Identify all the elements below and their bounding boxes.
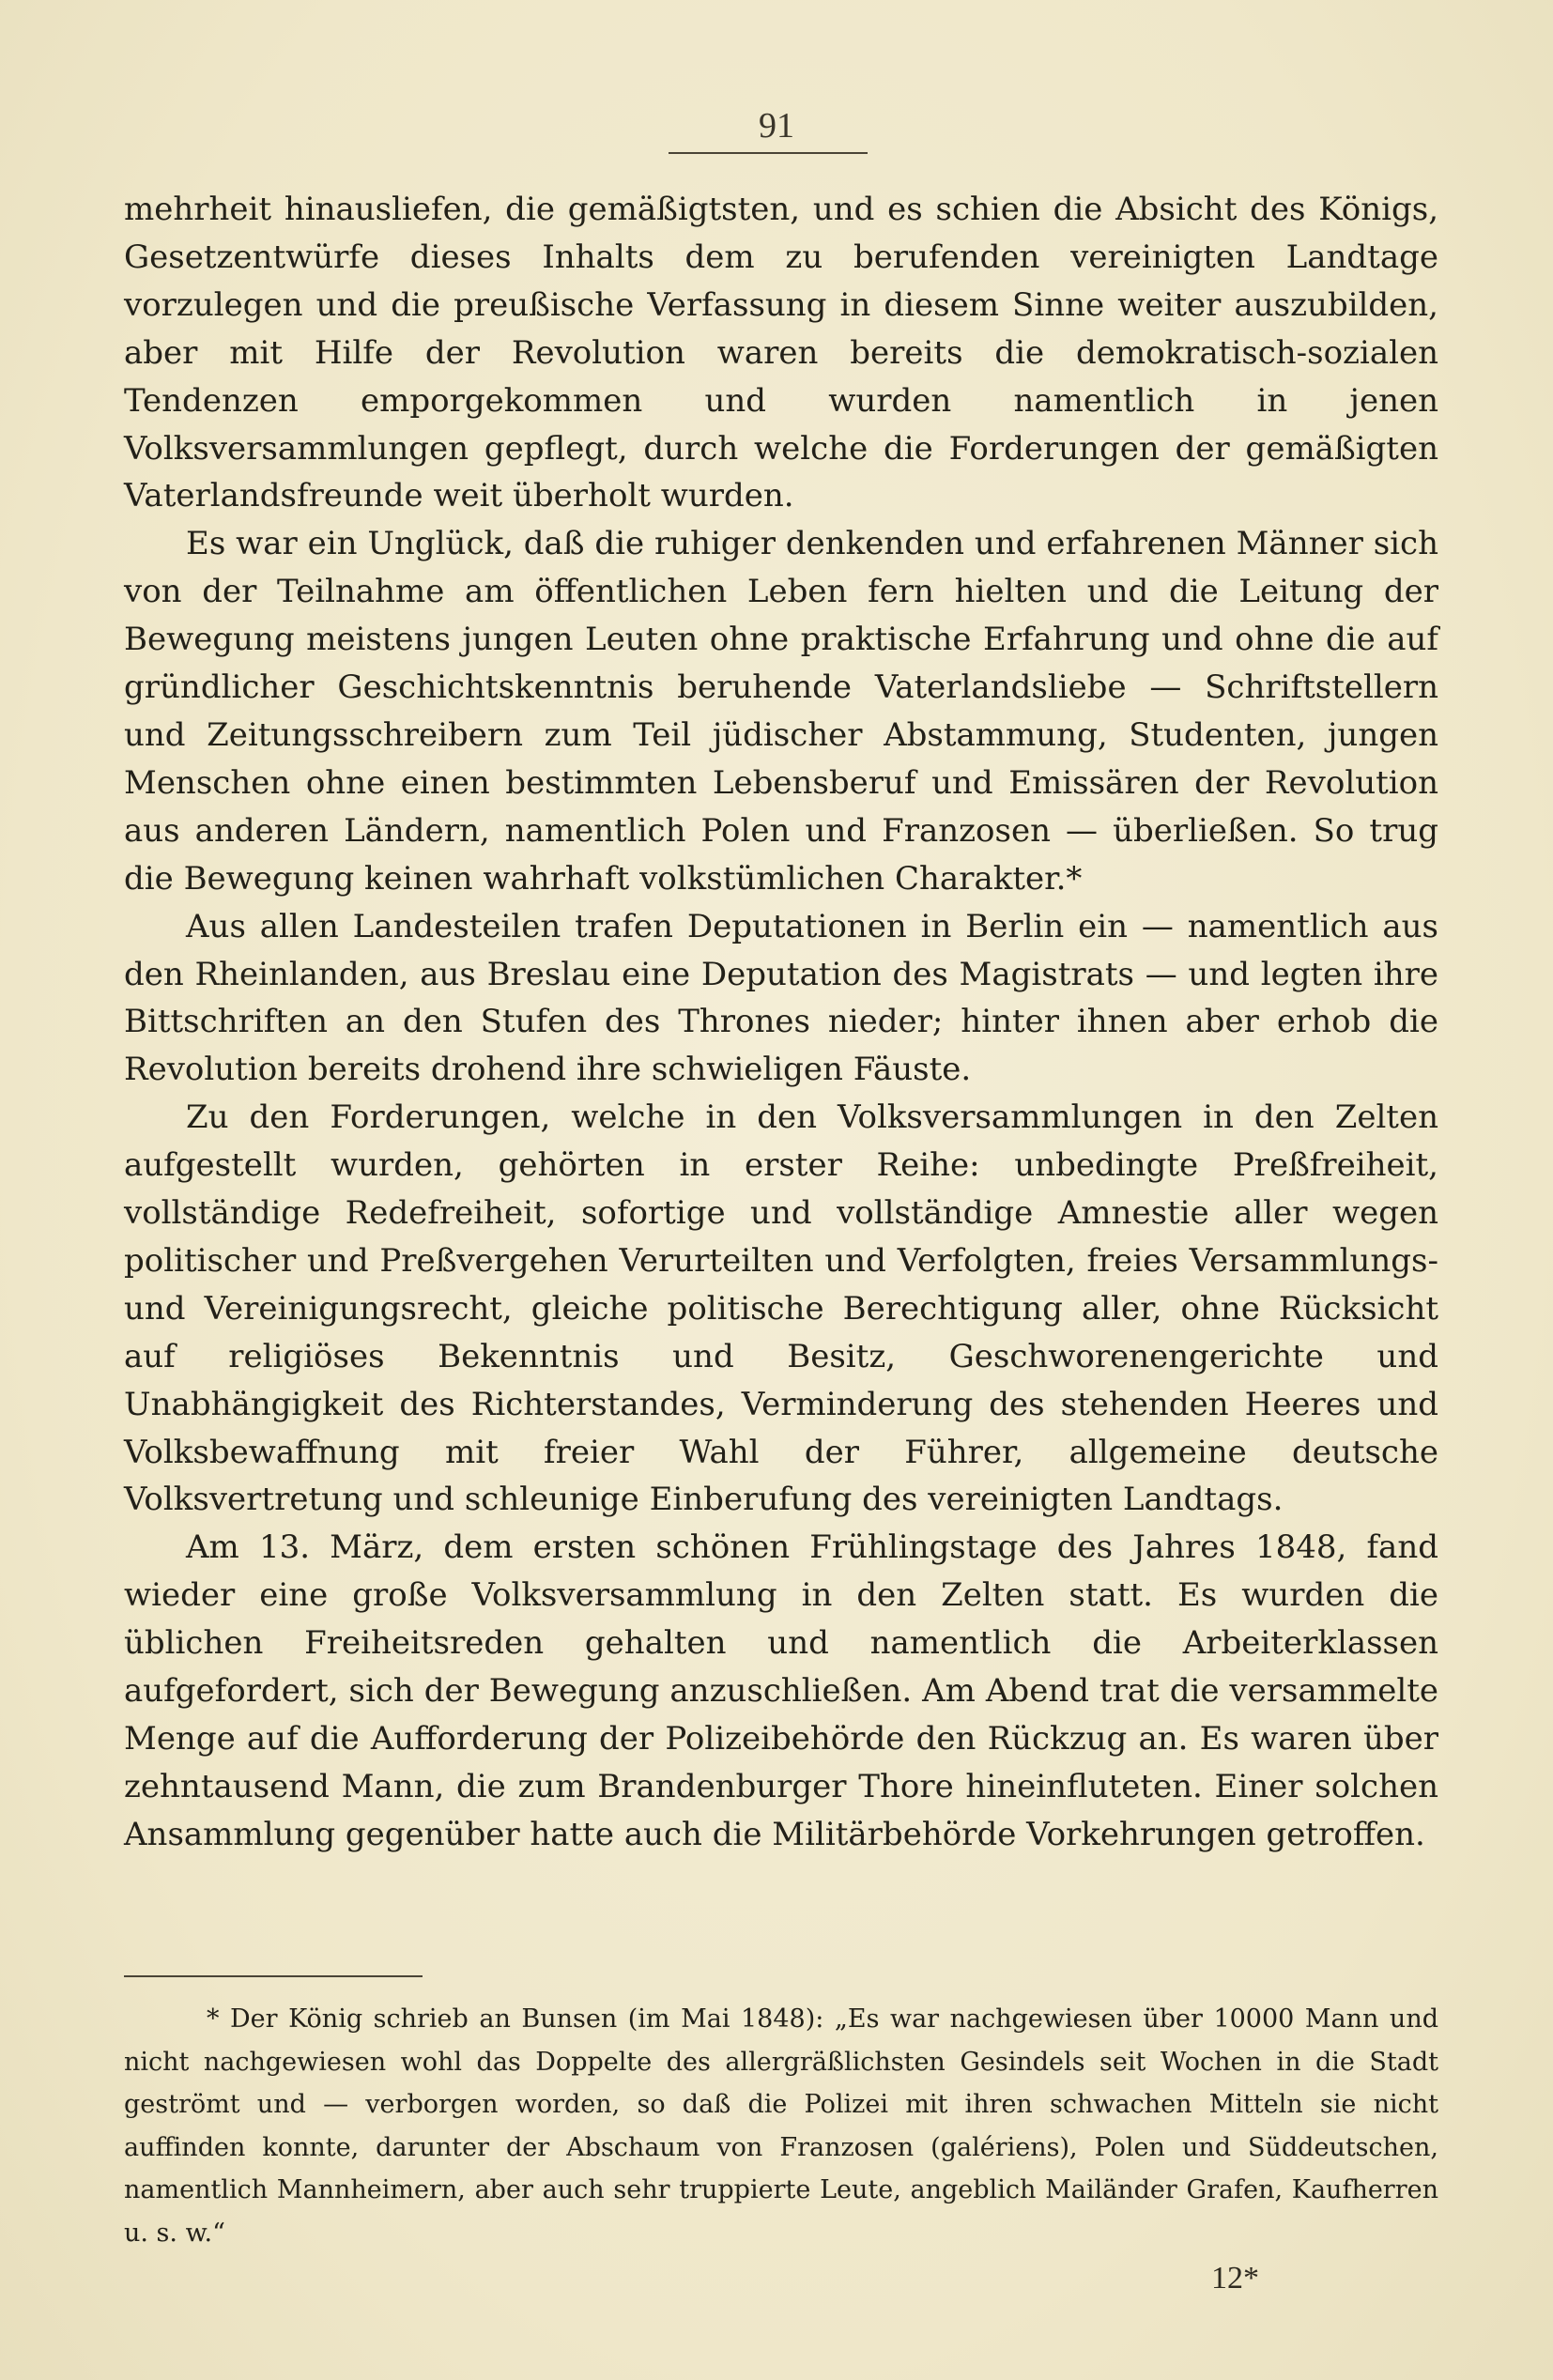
paragraph: Zu den Forderungen, welche in den Volksversammlungen in den Zelten aufgestellt wurden, gehörten in erster Reihe: unbedingte Preßfreiheit, vollständige Redefreiheit, sofortige und vollständige Amnestie aller wegen politischer und Preßvergehen Verurteilten und Verfolgten, freies Versammlungs- und Vereinigungsrecht, gleiche politische Berechtigung aller, ohne Rücksicht auf religiöses Bekenntnis und Besitz, Geschworenengerichte und Unabhängigkeit des Richterstandes, Verminderung des stehenden Heeres und Volksbewaffnung mit freier Wahl der Führer, allgemeine deutsche Volksvertretung und schleunige Einberufung des vereinigten Landtags. [124, 1098, 1438, 1519]
page-number: 91 [759, 106, 794, 146]
paragraph: Aus allen Landesteilen trafen Deputationen in Berlin ein — namentlich aus den Rheinlanden, aus Breslau eine Deputation des Magistrats — und legten ihre Bittschriften an den Stufen des Thrones nieder; hinter ihnen aber erhob die Revolution bereits drohend ihre schwieligen Fäuste. [124, 907, 1438, 1089]
footnote-rule [124, 1975, 423, 1977]
paragraph: Am 13. März, dem ersten schönen Frühlingstage des Jahres 1848, fand wieder eine große Volksversammlung in den Zelten statt. Es wurden die üblichen Freiheitsreden gehalten und namentlich die Arbeiterklassen aufgefordert, sich der Bewegung anzuschließen. Am Abend trat die versammelte Menge auf die Aufforderung der Polizeibehörde den Rückzug an. Es waren über zehntausend Mann, die zum Brandenburger Thore hineinfluteten. Einer solchen Ansammlung gegenüber hatte auch die Militärbehörde Vorkehrungen getroffen. [124, 1528, 1438, 1853]
main-text [124, 186, 1438, 1859]
header-rule [669, 152, 868, 154]
paragraph: Es war ein Unglück, daß die ruhiger denkenden und erfahrenen Männer sich von der Teilnahme am öffentlichen Leben fern hielten und die Leitung der Bewegung meistens jungen Leuten ohne praktische Erfahrung und ohne die auf gründlicher Geschichtskenntnis beruhende Vaterlandsliebe — Schriftstellern und Zeitungsschreibern zum Teil jüdischer Abstammung, Studenten, jungen Menschen ohne einen bestimmten Lebensberuf und Emissären der Revolution aus anderen Ländern, namentlich Polen und Franzosen — überließen. So trug die Bewegung keinen wahrhaft volkstümlichen Charakter.* [124, 525, 1438, 898]
paragraph: mehrheit hinausliefen, die gemäßigtsten, und es schien die Absicht des Königs, Gesetzentwürfe dieses Inhalts dem zu berufenden vereinigten Landtage vorzulegen und die preußische Verfassung in diesem Sinne weiter auszubilden, aber mit Hilfe der Revolution waren bereits die demokratisch-sozialen Tendenzen emporgekommen und wurden namentlich in jenen Volksversammlungen gepflegt, durch welche die Forderungen der gemäßigten Vaterlandsfreunde weit überholt wurden. [124, 191, 1438, 515]
signature-mark: 12* [1211, 2261, 1259, 2296]
footnote: * Der König schrieb an Bunsen (im Mai 1848): „Es war nachgewiesen über 10000 Mann und nicht nachgewiesen wohl das Doppelte des allergräßlichsten Gesindels seit Wochen in die Stadt geströmt und — verborgen worden, so daß die Polizei mit ihren schwachen Mitteln sie nicht auffinden konnte, darunter der Abschaum von Franzosen (galériens), Polen und Süddeutschen, namentlich Mannheimern, aber auch sehr truppierte Leute, angeblich Mailänder Grafen, Kaufherren u. s. w.“ [124, 2004, 1438, 2248]
